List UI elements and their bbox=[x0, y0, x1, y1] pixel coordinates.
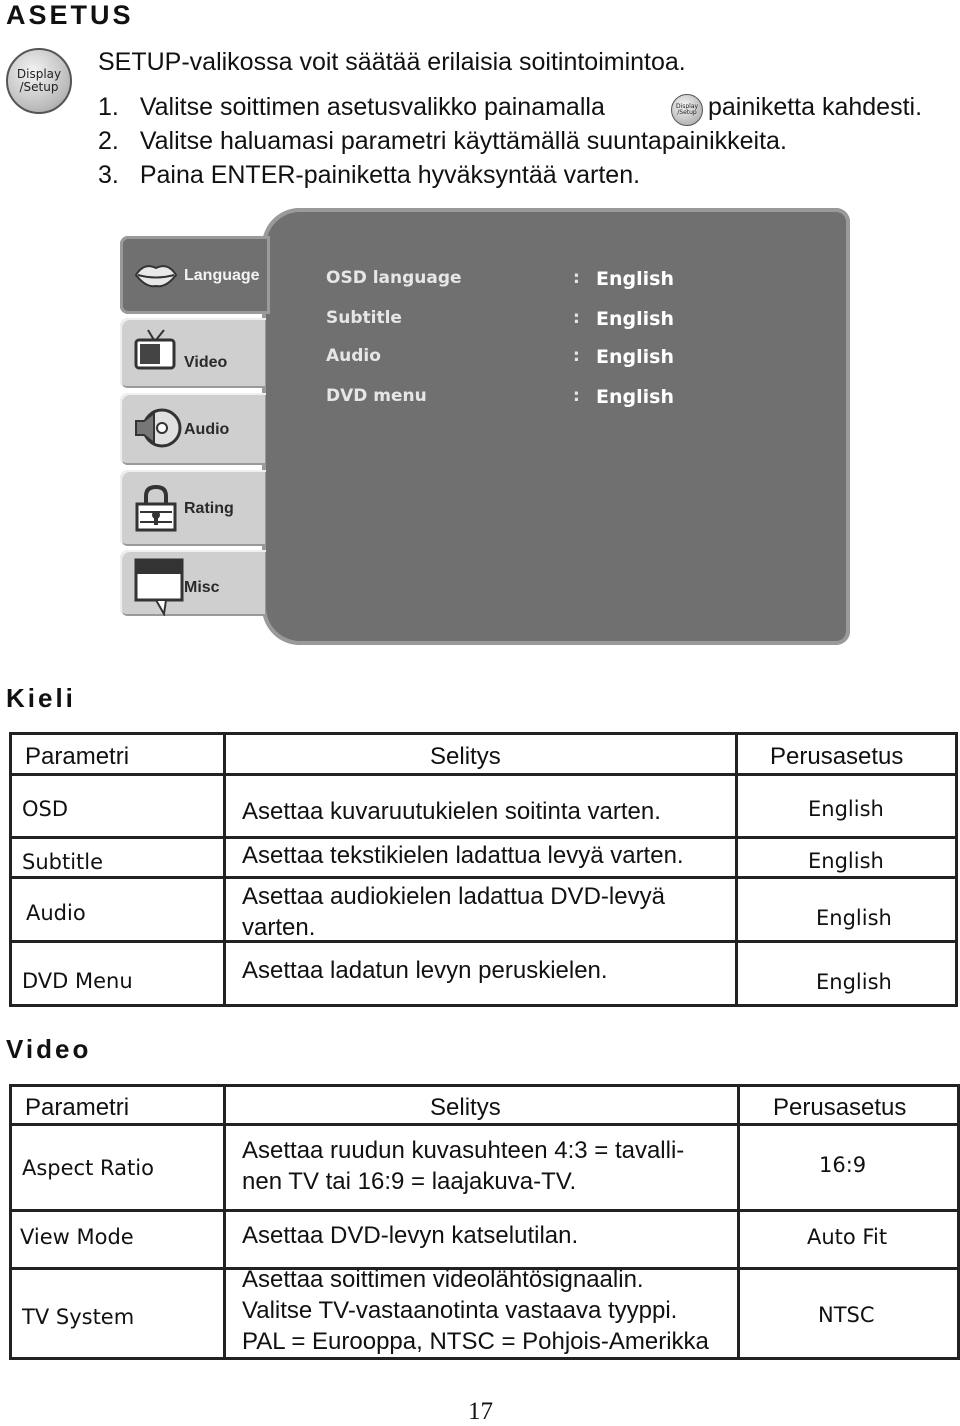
tab-rating[interactable] bbox=[120, 470, 266, 546]
default-osd: English bbox=[808, 797, 884, 821]
tab-label: Video bbox=[184, 354, 228, 371]
screen-icon bbox=[134, 558, 184, 616]
row-divider bbox=[12, 773, 955, 776]
osd-row-dvd-menu-value[interactable]: English bbox=[596, 386, 674, 408]
step-1 bbox=[98, 93, 605, 122]
step-3 bbox=[98, 161, 640, 190]
header-parametri: Parametri bbox=[25, 743, 130, 770]
desc-line: Asettaa DVD-levyn katselutilan. bbox=[242, 1222, 579, 1249]
step-text: Paina ENTER-painiketta hyväksyntää varten. bbox=[139, 161, 641, 189]
section-title-kieli: Kieli bbox=[6, 683, 76, 713]
tab-video[interactable] bbox=[120, 318, 266, 388]
tab-label: Rating bbox=[184, 500, 234, 517]
desc-subtitle bbox=[242, 840, 684, 871]
desc-tv-system bbox=[242, 1264, 709, 1357]
page-number: 17 bbox=[468, 1398, 493, 1425]
osd-row-separator: : bbox=[573, 346, 580, 366]
default-tv-system: NTSC bbox=[818, 1303, 875, 1327]
param-view-mode: View Mode bbox=[20, 1225, 134, 1249]
default-dvd-menu: English bbox=[816, 970, 892, 994]
desc-audio bbox=[242, 881, 665, 943]
desc-line: PAL = Eurooppa, NTSC = Pohjois-Amerikka bbox=[242, 1328, 709, 1355]
default-audio: English bbox=[816, 906, 892, 930]
header-selitys: Selitys bbox=[430, 1094, 501, 1121]
column-divider bbox=[737, 1087, 740, 1357]
tab-language[interactable] bbox=[120, 236, 270, 314]
page-heading: ASETUS bbox=[6, 0, 134, 30]
osd-row-dvd-menu-label: DVD menu bbox=[326, 386, 427, 406]
header-selitys: Selitys bbox=[430, 743, 501, 770]
kieli-table bbox=[9, 732, 958, 1007]
desc-line: nen TV tai 16:9 = laajakuva-TV. bbox=[242, 1168, 577, 1195]
osd-row-separator: : bbox=[573, 308, 580, 328]
tv-icon bbox=[134, 328, 178, 372]
desc-line: Asettaa tekstikielen ladattua levyä varten. bbox=[242, 842, 684, 869]
step-number: 3. bbox=[98, 161, 119, 189]
desc-dvd-menu bbox=[242, 955, 608, 986]
tab-audio[interactable] bbox=[120, 393, 266, 465]
display-setup-small-icon bbox=[671, 94, 703, 126]
section-title-video: Video bbox=[6, 1034, 92, 1064]
speaker-disc-icon bbox=[134, 405, 182, 451]
param-aspect-ratio: Aspect Ratio bbox=[22, 1156, 154, 1180]
param-osd: OSD bbox=[22, 797, 69, 821]
desc-line: Asettaa soittimen videolähtösignaalin. bbox=[242, 1266, 644, 1293]
default-aspect-ratio: 16:9 bbox=[819, 1153, 867, 1177]
osd-row-audio-value[interactable]: English bbox=[596, 346, 674, 368]
row-divider bbox=[12, 1209, 957, 1212]
desc-line: Asettaa kuvaruutukielen soitinta varten. bbox=[242, 798, 661, 825]
step-number: 2. bbox=[98, 127, 119, 155]
desc-line: Asettaa audiokielen ladattua DVD-levyä bbox=[242, 883, 665, 910]
row-divider bbox=[12, 836, 955, 839]
param-tv-system: TV System bbox=[22, 1305, 135, 1329]
tab-misc[interactable] bbox=[120, 550, 266, 616]
desc-line: varten. bbox=[242, 914, 316, 941]
desc-aspect-ratio bbox=[242, 1135, 684, 1197]
button-line1: Display bbox=[16, 67, 62, 82]
osd-row-separator: : bbox=[573, 386, 580, 406]
video-table bbox=[9, 1084, 960, 1360]
osd-row-subtitle-value[interactable]: English bbox=[596, 308, 674, 330]
tab-label: Misc bbox=[184, 579, 220, 596]
default-view-mode: Auto Fit bbox=[807, 1225, 888, 1249]
desc-line: Asettaa ruudun kuvasuhteen 4:3 = tavalli- bbox=[242, 1137, 685, 1164]
desc-view-mode bbox=[242, 1220, 578, 1251]
step-1-after: painiketta kahdesti. bbox=[708, 93, 923, 121]
osd-row-osd-language-label: OSD language bbox=[326, 268, 462, 288]
row-divider bbox=[12, 876, 955, 879]
osd-row-subtitle-label: Subtitle bbox=[326, 308, 402, 328]
osd-row-separator: : bbox=[573, 268, 580, 288]
param-audio: Audio bbox=[26, 901, 86, 925]
lips-icon bbox=[134, 260, 178, 290]
default-subtitle: English bbox=[808, 849, 884, 873]
step-text: Valitse haluamasi parametri käyttämällä suuntapainikkeita. bbox=[139, 127, 787, 155]
row-divider bbox=[12, 1123, 957, 1126]
header-perusasetus: Perusasetus bbox=[770, 743, 904, 770]
header-parametri: Parametri bbox=[25, 1094, 130, 1121]
column-divider bbox=[223, 1087, 226, 1357]
small-button-line1: Display bbox=[675, 102, 699, 110]
step-number: 1. bbox=[98, 93, 119, 121]
small-button-line2: /Setup bbox=[677, 109, 697, 116]
step-text: Valitse soittimen asetusvalikko painamalla bbox=[139, 93, 605, 121]
osd-row-audio-label: Audio bbox=[326, 346, 381, 366]
param-dvd-menu: DVD Menu bbox=[22, 969, 133, 993]
lock-icon bbox=[134, 484, 178, 532]
desc-line: Asettaa ladatun levyn peruskielen. bbox=[242, 957, 608, 984]
intro-text: SETUP-valikossa voit säätää erilaisia soitintoimintoa. bbox=[98, 48, 686, 76]
tab-label: Language bbox=[184, 267, 260, 284]
desc-line: Valitse TV-vastaanotinta vastaava tyyppi. bbox=[242, 1297, 678, 1324]
header-perusasetus: Perusasetus bbox=[773, 1094, 907, 1121]
osd-row-osd-language-value[interactable]: English bbox=[596, 268, 674, 290]
button-line2: /Setup bbox=[19, 80, 59, 94]
param-subtitle: Subtitle bbox=[22, 850, 104, 874]
tab-label: Audio bbox=[184, 421, 230, 438]
desc-osd bbox=[242, 796, 661, 827]
step-2 bbox=[98, 127, 787, 156]
display-setup-button-icon bbox=[6, 48, 72, 114]
